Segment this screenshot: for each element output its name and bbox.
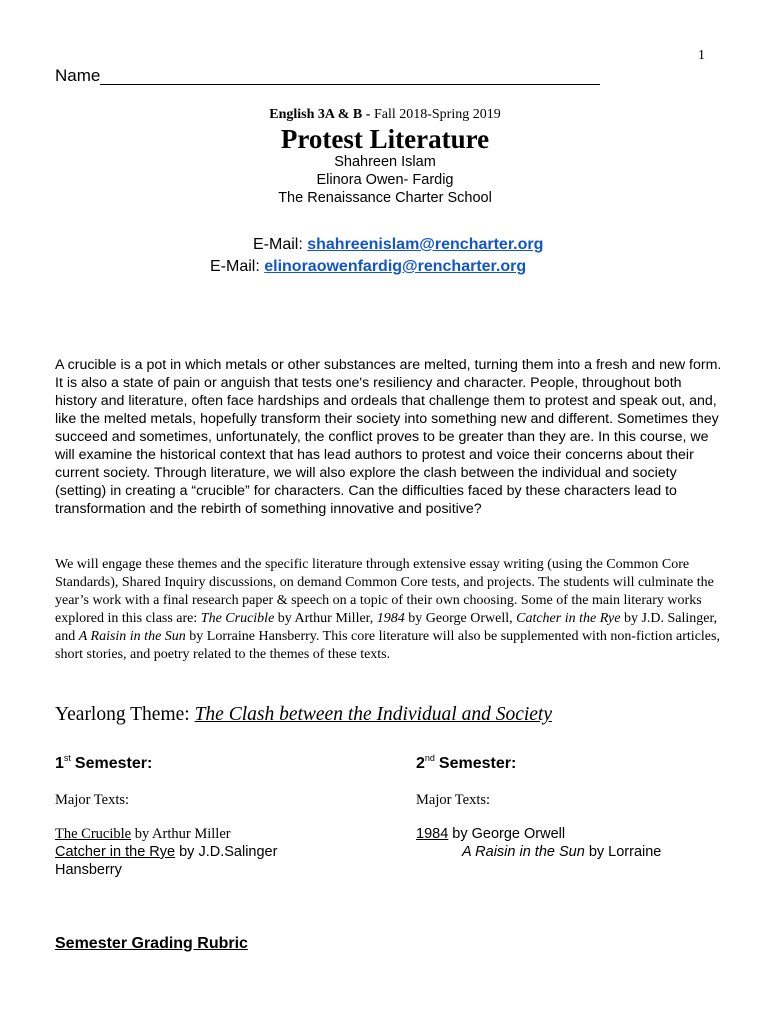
major-texts-label-1: Major Texts: [55, 792, 130, 808]
text-title: Catcher in the Rye [55, 844, 176, 860]
email-link-elinora[interactable]: elinoraowenfardig@rencharter.org [264, 258, 527, 275]
text-title: 1984 [416, 826, 449, 842]
text-author: by Lorraine [584, 844, 662, 860]
name-label: Name [55, 66, 101, 85]
email-line-1 [253, 236, 543, 254]
semester-1-text-1 [55, 826, 231, 843]
course-term: Fall 2018-Spring 2019 [373, 107, 501, 122]
page-number: 1 [698, 48, 705, 63]
ordinal-suffix: nd [424, 753, 435, 763]
work-title: A Raisin in the Sun [78, 629, 186, 644]
name-field-line[interactable] [100, 84, 600, 85]
text-author: by J.D.Salinger [175, 844, 278, 860]
theme-label: Yearlong Theme: [55, 704, 195, 725]
semester-number: 2 [416, 755, 425, 772]
course-separator: - [365, 107, 371, 122]
grading-rubric-heading: Semester Grading Rubric [55, 935, 248, 952]
yearlong-theme [55, 704, 552, 726]
teacher-name-1: Shahreen Islam [334, 154, 436, 170]
ordinal-suffix: st [63, 753, 71, 763]
semester-2-text-2 [462, 844, 661, 860]
work-title: The Crucible [200, 611, 275, 626]
semester-1-text-overflow: Hansberry [55, 862, 122, 878]
semester-2-heading [416, 753, 516, 773]
course-description-paragraph [55, 556, 723, 664]
course-line [0, 107, 770, 123]
theme-value: The Clash between the Individual and Society [194, 704, 552, 725]
intro-paragraph: A crucible is a pot in which metals or other substances are melted, turning them into a fresh and new form. It is also a state of pain or anguish that tests one's resiliency and character. People, throughout both history and literature, often face hardships and ordeals that challenge them to protest and speak out, and, like the melted metals, hopefully transform their society into something new and different. Sometimes they succeed and sometimes, unfortunately, the conflict proves to be greater than they are. In this course, we will examine the historical context that has lead authors to protest and voice their concerns about their current society. Through literature, we will also explore the clash between the individual and society (setting) in creating a “crucible” for characters. Can the difficulties faced by these characters lead to transformation and the rebirth of something innovative and positive? [55, 357, 722, 517]
text-title: The Crucible [55, 826, 132, 842]
email-label: E-Mail: [210, 258, 260, 275]
semester-1-heading [55, 753, 152, 773]
school-name: The Renaissance Charter School [278, 190, 492, 206]
semester-1-text-2 [55, 844, 277, 860]
paragraph-text: by J.D. Salinger, and [55, 611, 718, 644]
email-link-shahreen[interactable]: shahreenislam@rencharter.org [307, 236, 544, 253]
paragraph-text: We will engage these themes and the specific literature through extensive essay writing (using the Common Core Standards), Shared Inquiry discussions, on demand Common Core tests, and projects. The students will culminate the year’s work with a final research paper & speech on a topic of their own choosing. Some of the main literary works explored in this class are: [55, 557, 714, 626]
semester-2-text-1 [416, 826, 565, 842]
work-title: 1984 [376, 611, 405, 626]
text-author: by George Orwell [448, 826, 566, 842]
course-code: English 3A & B [269, 107, 363, 122]
semester-label: Semester: [74, 755, 153, 772]
semester-label: Semester: [438, 755, 517, 772]
major-texts-label-2: Major Texts: [416, 792, 491, 808]
paragraph-text: by Arthur Miller, [274, 611, 377, 626]
document-title: Protest Literature [280, 124, 490, 154]
work-title: Catcher in the Rye [516, 611, 621, 626]
email-line-2 [210, 258, 526, 276]
semester-number: 1 [55, 755, 64, 772]
teacher-name-2: Elinora Owen- Fardig [316, 172, 454, 188]
text-title: A Raisin in the Sun [462, 844, 585, 860]
paragraph-text: by George Orwell, [404, 611, 517, 626]
email-label: E-Mail: [253, 236, 303, 253]
text-author: by Arthur Miller [131, 826, 231, 842]
paragraph-text: by Lorraine Hansberry. This core literature will also be supplemented with non-fiction articles, short stories, and poetry related to the themes of these texts. [55, 629, 720, 662]
